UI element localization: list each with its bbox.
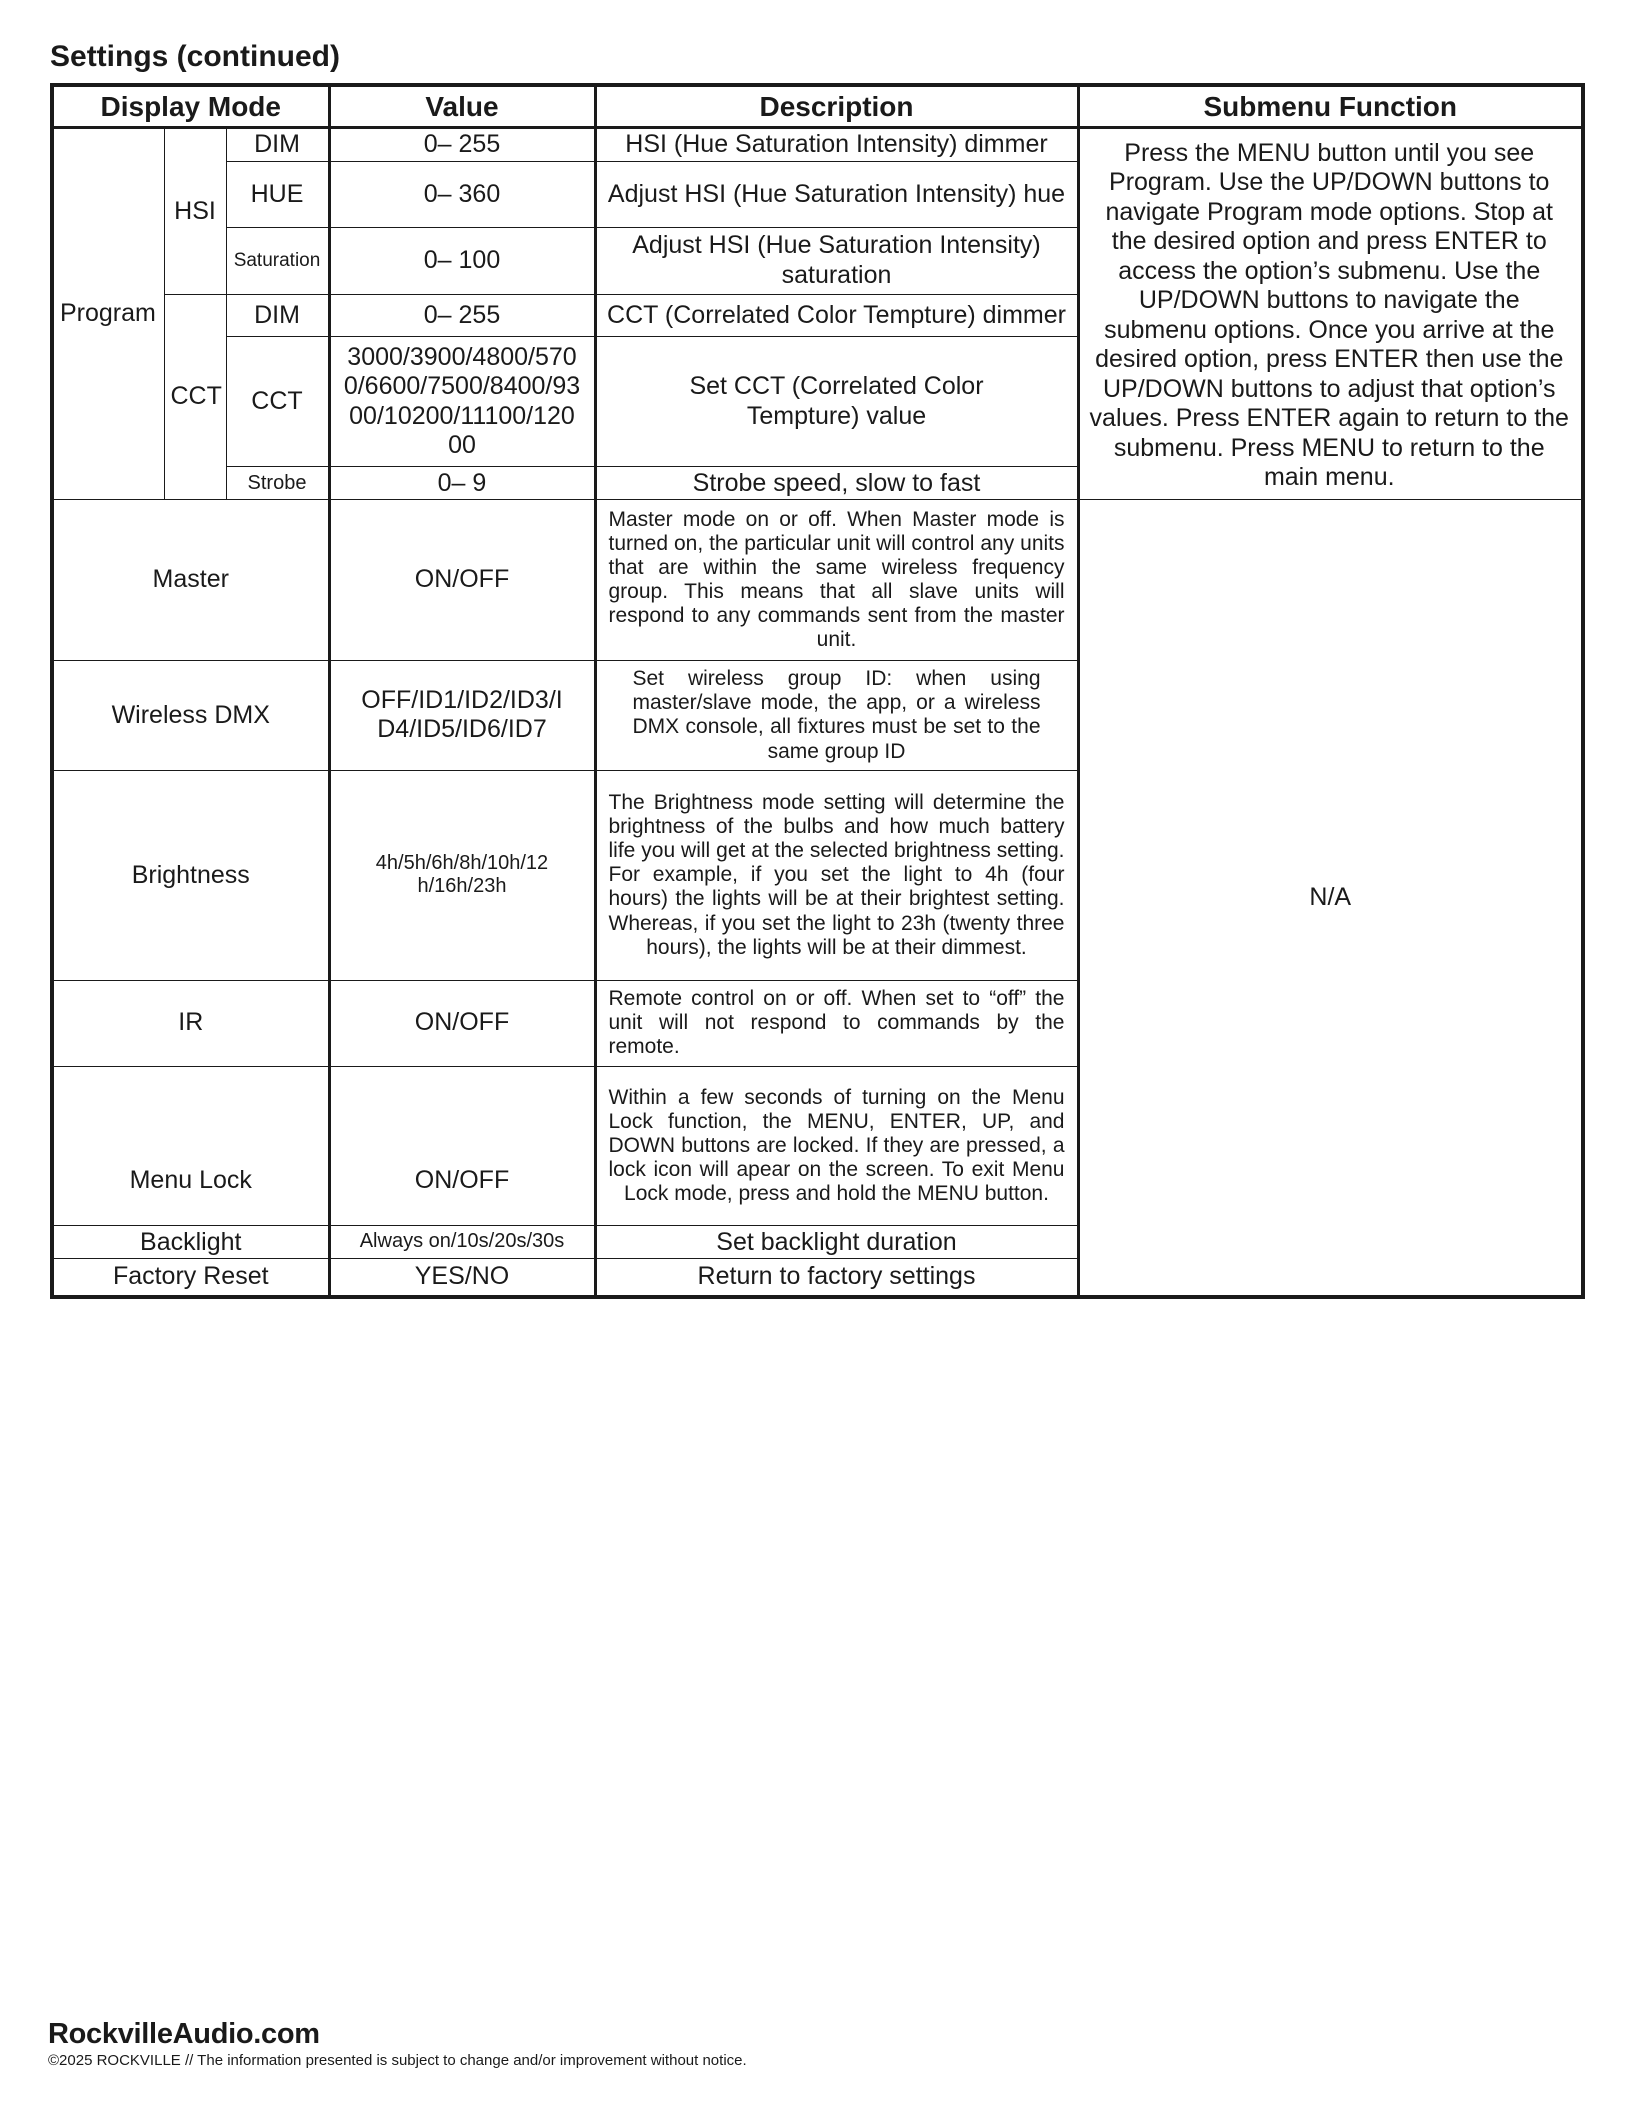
cct-cct-label: CCT — [226, 337, 329, 467]
table-header-row — [52, 85, 1583, 127]
master-mode: Master — [52, 500, 329, 660]
header-description: Description — [595, 85, 1078, 127]
wireless-dmx-desc: Set wireless group ID: when using master/slave mode, the app, or a wireless DMX console, all fixtures must be set to the same group ID — [595, 660, 1078, 770]
hsi-hue-value: 0– 360 — [329, 161, 595, 227]
hsi-hue-desc: Adjust HSI (Hue Saturation Intensity) hue — [595, 161, 1078, 227]
program-cell: Program — [52, 127, 164, 500]
cct-dim-value: 0– 255 — [329, 294, 595, 336]
cct-strobe-label: Strobe — [226, 467, 329, 500]
hsi-cell: HSI — [164, 127, 226, 294]
footer-copyright: ©2025 ROCKVILLE // The information presented is subject to change and/or improvement without notice. — [48, 2052, 747, 2069]
backlight-mode: Backlight — [52, 1226, 329, 1259]
header-submenu-function: Submenu Function — [1078, 85, 1583, 127]
settings-table — [50, 83, 1585, 1299]
program-submenu-text: Press the MENU button until you see Program. Use the UP/DOWN buttons to navigate Program mode options. Stop at the desired option and press ENTER to access the option’s submenu. Use the UP/DOWN buttons to navigate the submenu options. Once you arrive at the desired option, press ENTER then use the UP/DOWN buttons to adjust that option’s values. Press ENTER again to return to the submenu. Press MENU to return to the main menu. — [1078, 127, 1583, 500]
menu-lock-mode: Menu Lock — [52, 1066, 329, 1225]
footer-brand: RockvilleAudio.com — [48, 2018, 320, 2050]
hsi-saturation-label: Saturation — [226, 227, 329, 294]
menu-lock-desc: Within a few seconds of turning on the Menu Lock function, the MENU, ENTER, UP, and DOWN buttons are locked. If they are pressed, a lock icon will apear on the screen. To exit Menu Lock mode, press and hold the MENU button. — [595, 1066, 1078, 1225]
hsi-dim-desc: HSI (Hue Saturation Intensity) dimmer — [595, 127, 1078, 161]
backlight-desc: Set backlight duration — [595, 1226, 1078, 1259]
cct-cell: CCT — [164, 294, 226, 499]
other-submenu-na: N/A — [1078, 500, 1583, 1297]
master-desc: Master mode on or off. When Master mode is turned on, the particular unit will control any units that are within the same wireless frequency group. This means that all slave units will respond to any commands sent from the master unit. — [595, 500, 1078, 660]
ir-mode: IR — [52, 980, 329, 1066]
hsi-saturation-desc: Adjust HSI (Hue Saturation Intensity) saturation — [595, 227, 1078, 294]
ir-value: ON/OFF — [329, 980, 595, 1066]
table-row — [52, 500, 1583, 660]
cct-strobe-value: 0– 9 — [329, 467, 595, 500]
wireless-dmx-mode: Wireless DMX — [52, 660, 329, 770]
brightness-desc: The Brightness mode setting will determine the brightness of the bulbs and how much battery life you will get at the selected brightness setting. For example, if you set the light to 4h (four hours) the lights will be at their brightest setting. Whereas, if you set the light to 23h (twenty three hours), the lights will be at their dimmest. — [595, 771, 1078, 981]
factory-reset-value: YES/NO — [329, 1259, 595, 1297]
header-value: Value — [329, 85, 595, 127]
cct-cct-value: 3000/3900/4800/5700/6600/7500/8400/9300/10200/11100/12000 — [329, 337, 595, 467]
hsi-saturation-value: 0– 100 — [329, 227, 595, 294]
cct-dim-label: DIM — [226, 294, 329, 336]
ir-desc: Remote control on or off. When set to “off” the unit will not respond to commands by the remote. — [595, 980, 1078, 1066]
factory-reset-mode: Factory Reset — [52, 1259, 329, 1297]
cct-strobe-desc: Strobe speed, slow to fast — [595, 467, 1078, 500]
header-display-mode: Display Mode — [52, 85, 329, 127]
hsi-dim-value: 0– 255 — [329, 127, 595, 161]
brightness-mode: Brightness — [52, 771, 329, 981]
cct-dim-desc: CCT (Correlated Color Tempture) dimmer — [595, 294, 1078, 336]
hsi-hue-label: HUE — [226, 161, 329, 227]
hsi-dim-label: DIM — [226, 127, 329, 161]
wireless-dmx-value: OFF/ID1/ID2/ID3/ID4/ID5/ID6/ID7 — [329, 660, 595, 770]
cct-cct-desc: Set CCT (Correlated Color Tempture) value — [595, 337, 1078, 467]
menu-lock-value: ON/OFF — [329, 1066, 595, 1225]
table-row — [52, 127, 1583, 161]
page-title: Settings (continued) — [50, 40, 340, 73]
master-value: ON/OFF — [329, 500, 595, 660]
brightness-value: 4h/5h/6h/8h/10h/12h/16h/23h — [329, 771, 595, 981]
factory-reset-desc: Return to factory settings — [595, 1259, 1078, 1297]
backlight-value: Always on/10s/20s/30s — [329, 1226, 595, 1259]
